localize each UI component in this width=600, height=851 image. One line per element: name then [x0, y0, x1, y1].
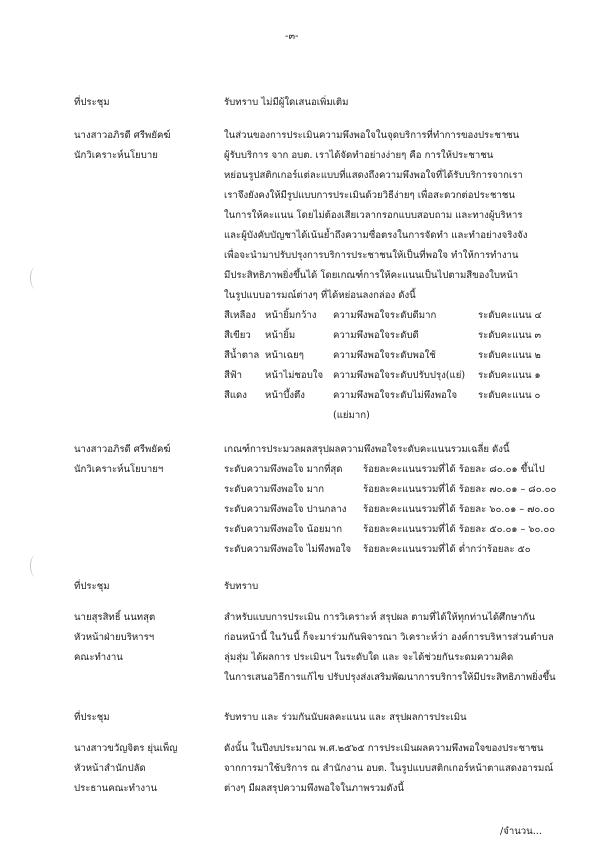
criteria-label: ระดับความพึงพอใจ มาก [224, 484, 325, 495]
score-meaning: ความพึงพอใจระดับไม่พึงพอใจ [333, 390, 458, 401]
score-face: หน้ายิ้ม [265, 330, 296, 341]
speaker-title: นักวิเคราะห์นโยบาย [74, 150, 158, 161]
speaker-title: คณะทำงาน [74, 652, 123, 663]
score-color: สีเหลือง [224, 310, 256, 321]
content-line: รับทราบ [224, 581, 259, 592]
score-color: สีฟ้า [224, 370, 243, 381]
content-line: เกณฑ์การประมวลผลสรุปผลความพึงพอใจระดับคะแนนรวมเฉลี่ย ดังนี้ [224, 444, 510, 455]
content-line: มีประสิทธิภาพยิ่งขึ้นได้ โดยเกณฑ์การให้คะแนนเป็นไปตามสีของใบหน้า [224, 270, 519, 281]
speaker-name: นางสาวอภิรดี ศรีพยัคฆ์ [74, 444, 171, 455]
content-line: จากการมาใช้บริการ ณ สำนักงาน อบต. ในรูปแบบสติกเกอร์หน้าตาแสดงอารมณ์ [224, 763, 554, 774]
content-line: หย่อนรูปสติกเกอร์แต่ละแบบที่แสดงถึงความพึงพอใจที่ได้รับบริการจากเรา [224, 170, 523, 181]
score-meaning: ความพึงพอใจระดับดีมาก [333, 310, 437, 321]
criteria-label: ระดับความพึงพอใจ ไม่พึงพอใจ [224, 544, 352, 555]
criteria-range: ร้อยละคะแนนรวมที่ได้ ร้อยละ ๖๐.๐๑ – ๗๐.๐๐ [363, 504, 556, 515]
speaker-name: นายสุรสิทธิ์ นนทสุต [74, 612, 156, 623]
score-color: สีแดง [224, 390, 247, 401]
content-line: และผู้บังคับบัญชาได้เน้นย้ำถึงความซื่อตรงในการจัดทำ และทำอย่างจริงจัง [224, 230, 528, 241]
speaker-line: ที่ประชุม [74, 712, 110, 723]
score-face: หน้าไม่ชอบใจ [265, 370, 324, 381]
criteria-range: ร้อยละคะแนนรวมที่ได้ ร้อยละ ๕๐.๐๑ – ๖๐.๐๐ [363, 524, 556, 535]
speaker-line: ที่ประชุม [74, 97, 110, 108]
content-line: ต่างๆ มีผลสรุปความพึงพอใจในภาพรวมดังนี้ [224, 783, 404, 794]
speaker-name: นางสาวอภิรดี ศรีพยัคฆ์ [74, 130, 171, 141]
content-line: ในส่วนของการประเมินความพึงพอใจในจุดบริการที่ทำการของประชาชน [224, 130, 520, 141]
content-line: เราจึงยังคงให้มีรูปแบบการประเมินด้วยวิธีง่ายๆ เพื่อสะดวกต่อประชาชน [224, 190, 515, 201]
content-line: รับทราบ ไม่มีผู้ใดเสนอเพิ่มเติม [224, 97, 349, 108]
score-level: ระดับคะแนน ๐ [478, 390, 541, 401]
content-line: ในรูปแบบอารมณ์ต่างๆ ที่ได้หย่อนลงกล่อง ดังนี้ [224, 290, 416, 301]
speaker-title: นักวิเคราะห์นโยบายฯ [74, 464, 164, 475]
score-meaning: ความพึงพอใจระดับดี [333, 330, 419, 341]
criteria-label: ระดับความพึงพอใจ ปานกลาง [224, 504, 347, 515]
score-face: หน้าเฉยๆ [265, 350, 304, 361]
score-level: ระดับคะแนน ๑ [478, 370, 541, 381]
content-line: ดังนั้น ในปีงบประมาณ พ.ศ.๒๕๖๕ การประเมินผลความพึงพอใจของประชาชน [224, 743, 544, 754]
content-line: ก่อนหน้านี้ ในวันนี้ ก็จะมาร่วมกันพิจารณา วิเคราะห์ว่า องค์การบริหารส่วนตำบล [224, 632, 554, 643]
score-meaning: ความพึงพอใจระดับปรับปรุง(แย่) [333, 370, 466, 381]
speaker-title: หัวหน้าสำนักปลัด [74, 763, 146, 774]
content-line: ในการเสนอวิธีการแก้ไข ปรับปรุงส่งเสริมพัฒนาการบริการให้มีประสิทธิภาพยิ่งขึ้น [224, 672, 556, 683]
score-level: ระดับคะแนน ๓ [478, 330, 542, 341]
speaker-title: หัวหน้าฝ่ายบริหารฯ [74, 632, 155, 643]
punch-hole-mark [30, 267, 41, 289]
score-level: ระดับคะแนน ๔ [478, 310, 542, 321]
page-number: -๓- [285, 31, 299, 42]
speaker-name: นางสาวขวัญจิตร ยุ่นเพ็ญ [74, 743, 178, 754]
continuation-marker: /จำนวน... [500, 826, 542, 837]
score-face: หน้าบึ้งตึง [265, 390, 305, 401]
criteria-range: ร้อยละคะแนนรวมที่ได้ ร้อยละ ๗๐.๐๑ – ๘๐.๐๐ [363, 484, 557, 495]
content-line: ในการให้คะแนน โดยไม่ต้องเสียเวลากรอกแบบสอบถาม และทางผู้บริหาร [224, 210, 523, 221]
criteria-label: ระดับความพึงพอใจ น้อยมาก [224, 524, 343, 535]
score-face: หน้ายิ้มกว้าง [265, 310, 317, 321]
criteria-range: ร้อยละคะแนนรวมที่ได้ ร้อยละ ๘๐.๐๑ ขึ้นไป [363, 464, 545, 475]
content-line: เพื่อจะนำมาปรับปรุงการบริการประชาชนให้เป็นที่พอใจ ทำให้การทำงาน [224, 250, 519, 261]
score-meaning: ความพึงพอใจระดับพอใช้ [333, 350, 436, 361]
content-line: ผู้รับบริการ จาก อบต. เราได้จัดทำอย่างง่ายๆ คือ การให้ประชาชน [224, 150, 494, 161]
criteria-label: ระดับความพึงพอใจ มากที่สุด [224, 464, 343, 475]
speaker-line: ที่ประชุม [74, 581, 110, 592]
punch-hole-mark [30, 555, 41, 577]
speaker-title: ประธานคณะทำงาน [74, 783, 158, 794]
content-line: ลุ่มสุ่ม ได้ผลการ ประเมินฯ ในระดับใด และ จะได้ช่วยกันระดมความคิด [224, 652, 514, 663]
criteria-range: ร้อยละคะแนนรวมที่ได้ ต่ำกว่าร้อยละ ๕๐ [363, 544, 531, 555]
score-color: สีน้ำตาล [224, 350, 260, 361]
content-line: สำหรับแบบการประเมิน การวิเคราะห์ สรุปผล ตามที่ได้ให้ทุกท่านได้ศึกษากัน [224, 612, 536, 623]
score-level: ระดับคะแนน ๒ [478, 350, 541, 361]
score-color: สีเขียว [224, 330, 251, 341]
score-meaning-continued: (แย่มาก) [333, 410, 370, 421]
content-line: รับทราบ และ ร่วมกันนับผลคะแนน และ สรุปผลการประเมิน [224, 712, 467, 723]
